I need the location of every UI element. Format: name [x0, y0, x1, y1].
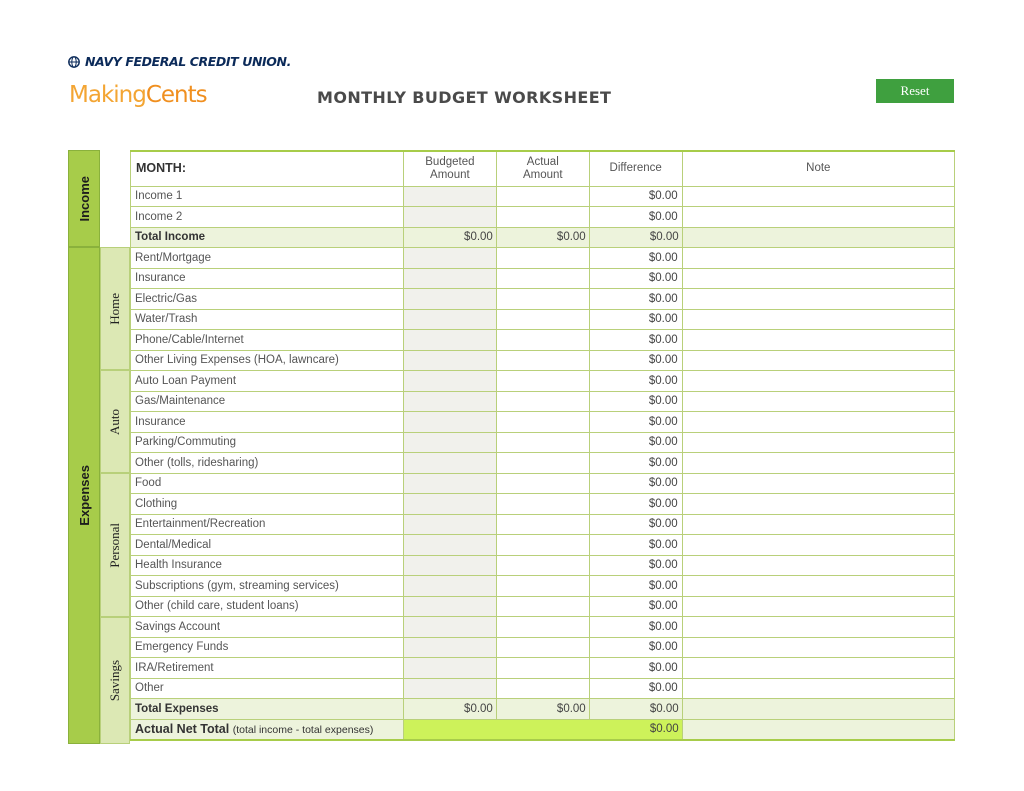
- reset-button[interactable]: Reset: [876, 79, 954, 103]
- subcategory-personal-label: Personal: [107, 522, 122, 568]
- actual-input[interactable]: [496, 453, 589, 474]
- difference-value: $0.00: [589, 227, 682, 248]
- note-input[interactable]: [682, 248, 954, 269]
- note-input[interactable]: [682, 309, 954, 330]
- row-label: Parking/Commuting: [131, 432, 404, 453]
- budgeted-input[interactable]: [403, 309, 496, 330]
- actual-input[interactable]: [496, 596, 589, 617]
- row-label: Electric/Gas: [131, 289, 404, 310]
- difference-value: $0.00: [589, 596, 682, 617]
- month-header[interactable]: MONTH:: [131, 151, 404, 186]
- table-row: [131, 576, 955, 597]
- actual-input[interactable]: [496, 514, 589, 535]
- actual-header-line2: Amount: [522, 168, 563, 181]
- note-input[interactable]: [682, 453, 954, 474]
- budgeted-input[interactable]: [403, 371, 496, 392]
- difference-header: Difference: [589, 151, 682, 186]
- actual-input[interactable]: [496, 207, 589, 228]
- actual-header: [496, 151, 589, 186]
- subcategory-personal: [100, 473, 130, 617]
- difference-value: $0.00: [589, 576, 682, 597]
- difference-value: $0.00: [589, 248, 682, 269]
- actual-input[interactable]: [496, 555, 589, 576]
- table-row: [131, 596, 955, 617]
- difference-value: $0.00: [589, 391, 682, 412]
- subcategory-home: [100, 247, 130, 370]
- table-row: [131, 637, 955, 658]
- table-row: [131, 248, 955, 269]
- budgeted-header-line1: Budgeted: [425, 155, 475, 168]
- category-income: [68, 150, 100, 247]
- actual-header-line1: Actual: [526, 155, 559, 168]
- budgeted-input[interactable]: [403, 248, 496, 269]
- budgeted-input[interactable]: [403, 453, 496, 474]
- logo-making: Making: [69, 82, 146, 108]
- difference-value: $0.00: [589, 514, 682, 535]
- note-input[interactable]: [682, 678, 954, 699]
- note-input[interactable]: [682, 617, 954, 638]
- row-label: Insurance: [131, 412, 404, 433]
- header-row: [131, 151, 955, 186]
- difference-value: $0.00: [589, 699, 682, 720]
- budget-sheet: [68, 150, 955, 744]
- table-row: [131, 207, 955, 228]
- actual-input[interactable]: [496, 330, 589, 351]
- total-label: Total Expenses: [131, 699, 404, 720]
- total-label: Total Income: [131, 227, 404, 248]
- table-row: [131, 371, 955, 392]
- difference-value: $0.00: [589, 268, 682, 289]
- note-input[interactable]: [682, 289, 954, 310]
- row-label: Income 1: [131, 186, 404, 207]
- table-row: [131, 432, 955, 453]
- budget-table: [130, 150, 955, 741]
- row-label: Phone/Cable/Internet: [131, 330, 404, 351]
- total-budgeted: $0.00: [403, 699, 496, 720]
- category-expenses-label: Expenses: [76, 465, 92, 526]
- difference-value: $0.00: [589, 473, 682, 494]
- note-input[interactable]: [682, 330, 954, 351]
- actual-input[interactable]: [496, 248, 589, 269]
- budgeted-header: [403, 151, 496, 186]
- note-input[interactable]: [682, 514, 954, 535]
- row-label: Auto Loan Payment: [131, 371, 404, 392]
- note-input[interactable]: [682, 432, 954, 453]
- note-input[interactable]: [682, 494, 954, 515]
- row-label: Gas/Maintenance: [131, 391, 404, 412]
- difference-value: $0.00: [589, 207, 682, 228]
- actual-input[interactable]: [496, 371, 589, 392]
- table-row: [131, 514, 955, 535]
- row-label: Other (tolls, ridesharing): [131, 453, 404, 474]
- actual-input[interactable]: [496, 576, 589, 597]
- table-row: [131, 412, 955, 433]
- table-row: [131, 473, 955, 494]
- table-row: [131, 350, 955, 371]
- budgeted-input[interactable]: [403, 494, 496, 515]
- note-input[interactable]: [682, 555, 954, 576]
- row-label: IRA/Retirement: [131, 658, 404, 679]
- budgeted-header-line2: Amount: [430, 168, 470, 181]
- note-input[interactable]: [682, 371, 954, 392]
- difference-value: $0.00: [589, 555, 682, 576]
- note-input[interactable]: [682, 412, 954, 433]
- row-label: Rent/Mortgage: [131, 248, 404, 269]
- table-row: [131, 186, 955, 207]
- table-row: [131, 555, 955, 576]
- table-row: [131, 289, 955, 310]
- difference-value: $0.00: [589, 412, 682, 433]
- actual-input[interactable]: [496, 432, 589, 453]
- row-label: Other Living Expenses (HOA, lawncare): [131, 350, 404, 371]
- budgeted-input[interactable]: [403, 514, 496, 535]
- note-input[interactable]: [682, 576, 954, 597]
- actual-input[interactable]: [496, 350, 589, 371]
- row-label: Clothing: [131, 494, 404, 515]
- budgeted-input[interactable]: [403, 330, 496, 351]
- note-input[interactable]: [682, 391, 954, 412]
- row-label: Other: [131, 678, 404, 699]
- subcategory-auto: [100, 370, 130, 473]
- budgeted-input[interactable]: [403, 576, 496, 597]
- actual-input[interactable]: [496, 678, 589, 699]
- actual-input[interactable]: [496, 637, 589, 658]
- total-actual: $0.00: [496, 227, 589, 248]
- actual-input[interactable]: [496, 494, 589, 515]
- table-row: [131, 391, 955, 412]
- page-title: MONTHLY BUDGET WORKSHEET: [317, 88, 612, 107]
- budgeted-input[interactable]: [403, 207, 496, 228]
- net-total-label: [131, 719, 404, 740]
- table-row: [131, 453, 955, 474]
- difference-value: $0.00: [589, 309, 682, 330]
- budgeted-input[interactable]: [403, 432, 496, 453]
- table-row: [131, 309, 955, 330]
- total-budgeted: $0.00: [403, 227, 496, 248]
- note-header: Note: [682, 151, 954, 186]
- note-input: [682, 227, 954, 248]
- table-row: [131, 268, 955, 289]
- budgeted-input[interactable]: [403, 412, 496, 433]
- row-label: Dental/Medical: [131, 535, 404, 556]
- makingcents-logo: [69, 82, 207, 108]
- budgeted-input[interactable]: [403, 473, 496, 494]
- subcategory-home-label: Home: [107, 292, 122, 325]
- difference-value: $0.00: [589, 186, 682, 207]
- difference-value: $0.00: [589, 350, 682, 371]
- table-row: [131, 617, 955, 638]
- globe-icon: [68, 56, 80, 68]
- actual-input[interactable]: [496, 658, 589, 679]
- difference-value: $0.00: [589, 617, 682, 638]
- brand-header: [68, 54, 291, 69]
- total-row: [131, 227, 955, 248]
- difference-value: $0.00: [589, 678, 682, 699]
- note-input: [682, 699, 954, 720]
- difference-value: $0.00: [589, 494, 682, 515]
- difference-value: $0.00: [589, 637, 682, 658]
- table-row: [131, 535, 955, 556]
- note-input[interactable]: [682, 535, 954, 556]
- difference-value: $0.00: [589, 453, 682, 474]
- budgeted-input[interactable]: [403, 678, 496, 699]
- difference-value: $0.00: [589, 371, 682, 392]
- note-input[interactable]: [682, 207, 954, 228]
- subcategory-savings-label: Savings: [107, 659, 122, 702]
- subcategory-savings: [100, 617, 130, 744]
- net-total-value: $0.00: [403, 719, 682, 740]
- table-row: [131, 330, 955, 351]
- actual-input[interactable]: [496, 309, 589, 330]
- actual-input[interactable]: [496, 391, 589, 412]
- row-label: Subscriptions (gym, streaming services): [131, 576, 404, 597]
- row-label: Insurance: [131, 268, 404, 289]
- actual-input[interactable]: [496, 268, 589, 289]
- note-input[interactable]: [682, 350, 954, 371]
- budgeted-input[interactable]: [403, 617, 496, 638]
- actual-input[interactable]: [496, 473, 589, 494]
- budgeted-input[interactable]: [403, 596, 496, 617]
- category-expenses: [68, 247, 100, 744]
- difference-value: $0.00: [589, 289, 682, 310]
- category-income-label: Income: [76, 175, 92, 222]
- difference-value: $0.00: [589, 432, 682, 453]
- table-row: [131, 494, 955, 515]
- row-label: Entertainment/Recreation: [131, 514, 404, 535]
- note-input[interactable]: [682, 596, 954, 617]
- difference-value: $0.00: [589, 535, 682, 556]
- budgeted-input[interactable]: [403, 350, 496, 371]
- budgeted-input[interactable]: [403, 637, 496, 658]
- note-input[interactable]: [682, 473, 954, 494]
- row-label: Food: [131, 473, 404, 494]
- budgeted-input[interactable]: [403, 289, 496, 310]
- budgeted-input[interactable]: [403, 186, 496, 207]
- difference-value: $0.00: [589, 330, 682, 351]
- budgeted-input[interactable]: [403, 268, 496, 289]
- budgeted-input[interactable]: [403, 391, 496, 412]
- budgeted-input[interactable]: [403, 555, 496, 576]
- budget-rows: [131, 186, 955, 719]
- row-label: Health Insurance: [131, 555, 404, 576]
- actual-input[interactable]: [496, 617, 589, 638]
- budgeted-input[interactable]: [403, 658, 496, 679]
- budgeted-input[interactable]: [403, 535, 496, 556]
- row-label: Income 2: [131, 207, 404, 228]
- note-input[interactable]: [682, 658, 954, 679]
- note-input[interactable]: [682, 637, 954, 658]
- net-total-row: [131, 719, 955, 740]
- note-input[interactable]: [682, 186, 954, 207]
- subcategory-auto-label: Auto: [107, 408, 122, 435]
- row-label: Emergency Funds: [131, 637, 404, 658]
- row-label: Water/Trash: [131, 309, 404, 330]
- total-row: [131, 699, 955, 720]
- net-total-note[interactable]: [682, 719, 954, 740]
- difference-value: $0.00: [589, 658, 682, 679]
- net-total-hint: (total income - total expenses): [232, 724, 374, 736]
- actual-input[interactable]: [496, 412, 589, 433]
- row-label: Savings Account: [131, 617, 404, 638]
- net-total-title: Actual Net Total: [135, 722, 230, 736]
- actual-input[interactable]: [496, 289, 589, 310]
- brand-name: NAVY FEDERAL CREDIT UNION.: [85, 54, 291, 69]
- total-actual: $0.00: [496, 699, 589, 720]
- actual-input[interactable]: [496, 186, 589, 207]
- row-label: Other (child care, student loans): [131, 596, 404, 617]
- actual-input[interactable]: [496, 535, 589, 556]
- note-input[interactable]: [682, 268, 954, 289]
- table-row: [131, 658, 955, 679]
- table-row: [131, 678, 955, 699]
- logo-cents: Cents: [145, 82, 207, 108]
